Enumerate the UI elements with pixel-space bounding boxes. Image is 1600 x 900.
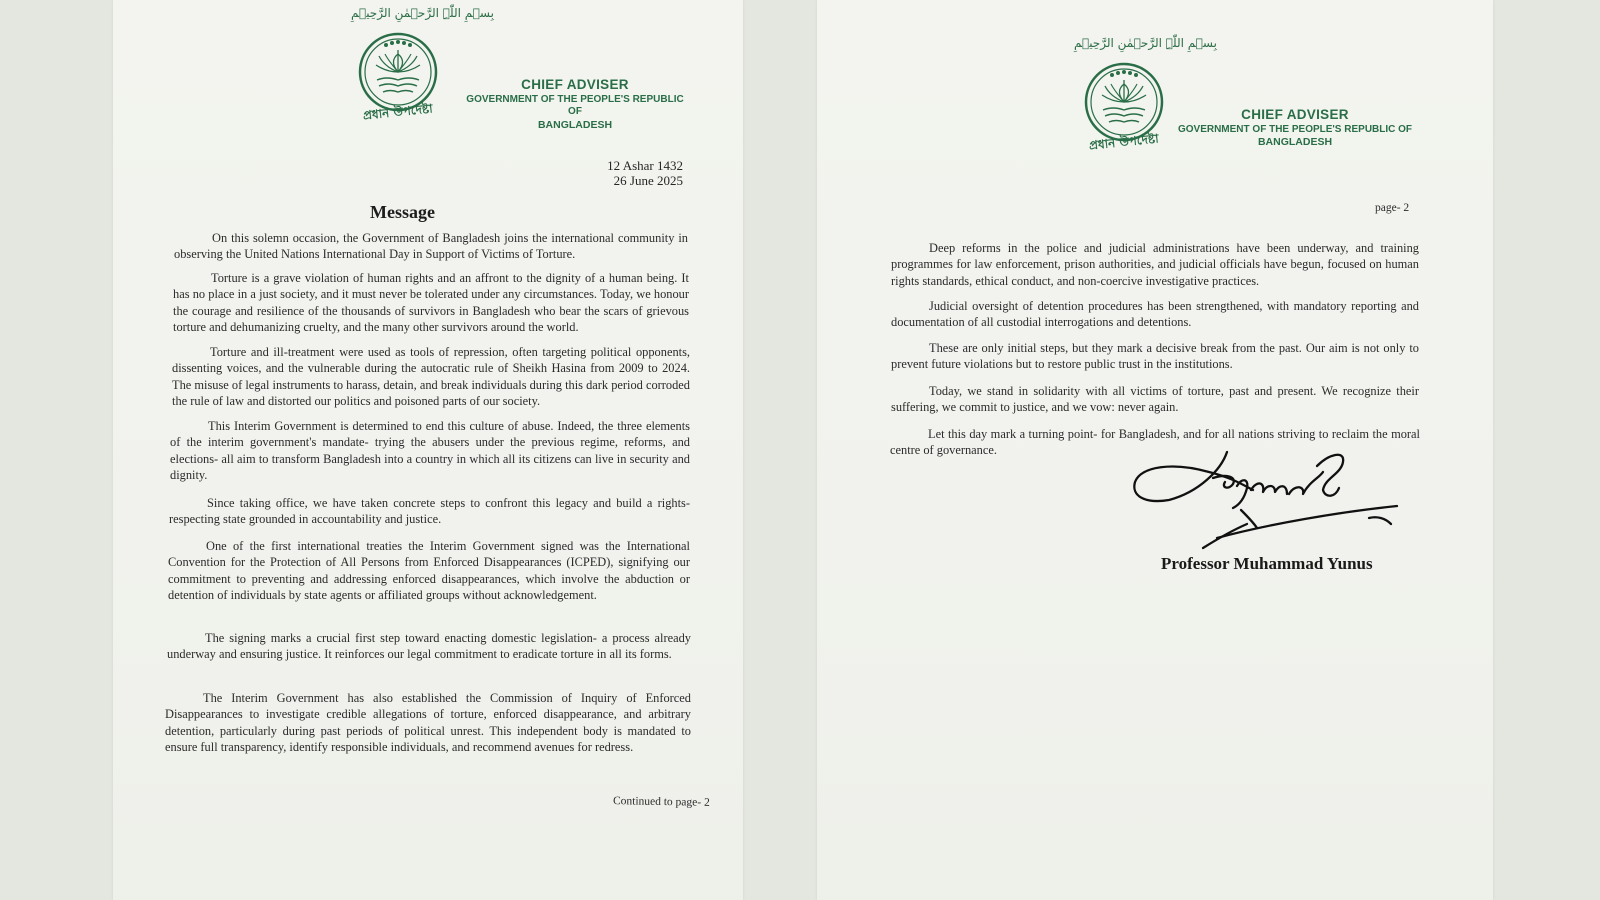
date-bengali: 12 Ashar 1432: [607, 158, 683, 173]
paragraph-6: One of the first international treaties the Interim Government signed was the International Convention for the Protection of All Persons from Enforced Disappearances (ICPED), signifying our commitment to preventing and addressing enforced disappearances, which involve the abduction or detention of individuals by state agents or affiliated groups without acknowledgement.: [168, 539, 690, 602]
date-block: [533, 158, 683, 188]
p2-paragraph-1: Deep reforms in the police and judicial administrations have been underway, and training programmes for law enforcement, prison authorities, and judicial officials have begun, focused on human rights standards, ethical conduct, and non-coercive investigative practices.: [891, 241, 1419, 288]
paragraph-7: The signing marks a crucial first step toward enacting domestic legislation- a process already underway and ensuring justice. It reinforces our legal commitment to eradicate torture in all its forms.: [167, 631, 691, 662]
paragraph-5: Since taking office, we have taken concrete steps to confront this legacy and build a rights-respecting state grounded in accountability and justice.: [169, 496, 690, 527]
office-title: CHIEF ADVISER: [521, 77, 629, 92]
office-subtitle-line1: GOVERNMENT OF THE PEOPLE'S REPUBLIC OF: [1177, 123, 1413, 135]
date-gregorian: 26 June 2025: [613, 173, 683, 188]
office-header: [459, 77, 691, 132]
bismillah-calligraphy: بِسۡمِ اللّٰہِ الرَّحۡمٰنِ الرَّحِیۡمِ: [351, 6, 494, 20]
emblem-caption: প্রধান উপদেষ্টা: [362, 101, 434, 123]
continued-note: Continued to page- 2: [612, 795, 710, 809]
government-emblem-p2: [1081, 62, 1167, 165]
letter-page-2: [817, 0, 1493, 900]
office-subtitle-line2: BANGLADESH: [1257, 136, 1333, 149]
p2-paragraph-3: These are only initial steps, but they mark a decisive break from the past. Our aim is not only to prevent future violations but to restore public trust in the institutions.: [891, 341, 1419, 372]
paragraph-1: On this solemn occasion, the Government of Bangladesh joins the international community in observing the United Nations International Day in Support of Victims of Torture.: [174, 231, 688, 262]
office-header-p2: [1177, 107, 1413, 150]
handwritten-signature: [1129, 448, 1405, 552]
p2-paragraph-5: Let this day mark a turning point- for Bangladesh, and for all nations striving to reclaim the moral centre of governance.: [890, 427, 1420, 458]
paragraph-3: Torture and ill-treatment were used as tools of repression, often targeting political opponents, dissenting voices, and the vulnerable during the autocratic rule of Sheikh Hasina from 2009 to 2024. The misuse of legal instruments to harass, detain, and break individuals during this dark period corroded the rule of law and distorted our politics and poisoned parts of our society.: [172, 345, 690, 408]
office-subtitle-line2: BANGLADESH: [537, 118, 613, 131]
paragraph-4: This Interim Government is determined to end this culture of abuse. Indeed, the three elements of the interim government's mandate- trying the abusers under the previous regime, reforms, and elections- all aim to transform Bangladesh into a country in which all its citizens can live in security and dignity.: [170, 419, 690, 482]
letter-page-1: [113, 0, 743, 900]
p2-paragraph-4: Today, we stand in solidarity with all victims of torture, past and present. We recognize their suffering, we commit to justice, and we vow: never again.: [891, 384, 1419, 415]
office-title: CHIEF ADVISER: [1241, 107, 1349, 122]
bismillah-calligraphy-p2: بِسۡمِ اللّٰہِ الرَّحۡمٰنِ الرَّحِیۡمِ: [1074, 36, 1217, 50]
signatory-name: Professor Muhammad Yunus: [1161, 554, 1373, 573]
emblem-caption: প্রধান উপদেষ্টা: [1088, 131, 1160, 153]
government-emblem: [355, 32, 441, 135]
p2-paragraph-2: Judicial oversight of detention procedures has been strengthened, with mandatory reporting and documentation of all custodial interrogations and detentions.: [891, 299, 1419, 330]
page-number-label: page- 2: [1375, 202, 1410, 214]
message-title: Message: [370, 202, 435, 222]
paragraph-8: The Interim Government has also established the Commission of Inquiry of Enforced Disappearances to investigate credible allegations of torture, enforced disappearance, and arbitrary detention, particularly during past periods of political unrest. This independent body is mandated to ensure full transparency, identify responsible individuals, and recommend avenues for redress.: [165, 691, 691, 754]
paragraph-2: Torture is a grave violation of human rights and an affront to the dignity of a human being. It has no place in a just society, and it must never be tolerated under any circumstances. Today, we honour the courage and resilience of the thousands of survivors in Bangladesh who bear the scars of grievous torture and dehumanizing cruelty, and the many other survivors around the world.: [173, 271, 689, 334]
office-subtitle-line1: GOVERNMENT OF THE PEOPLE'S REPUBLIC OF: [466, 93, 684, 118]
